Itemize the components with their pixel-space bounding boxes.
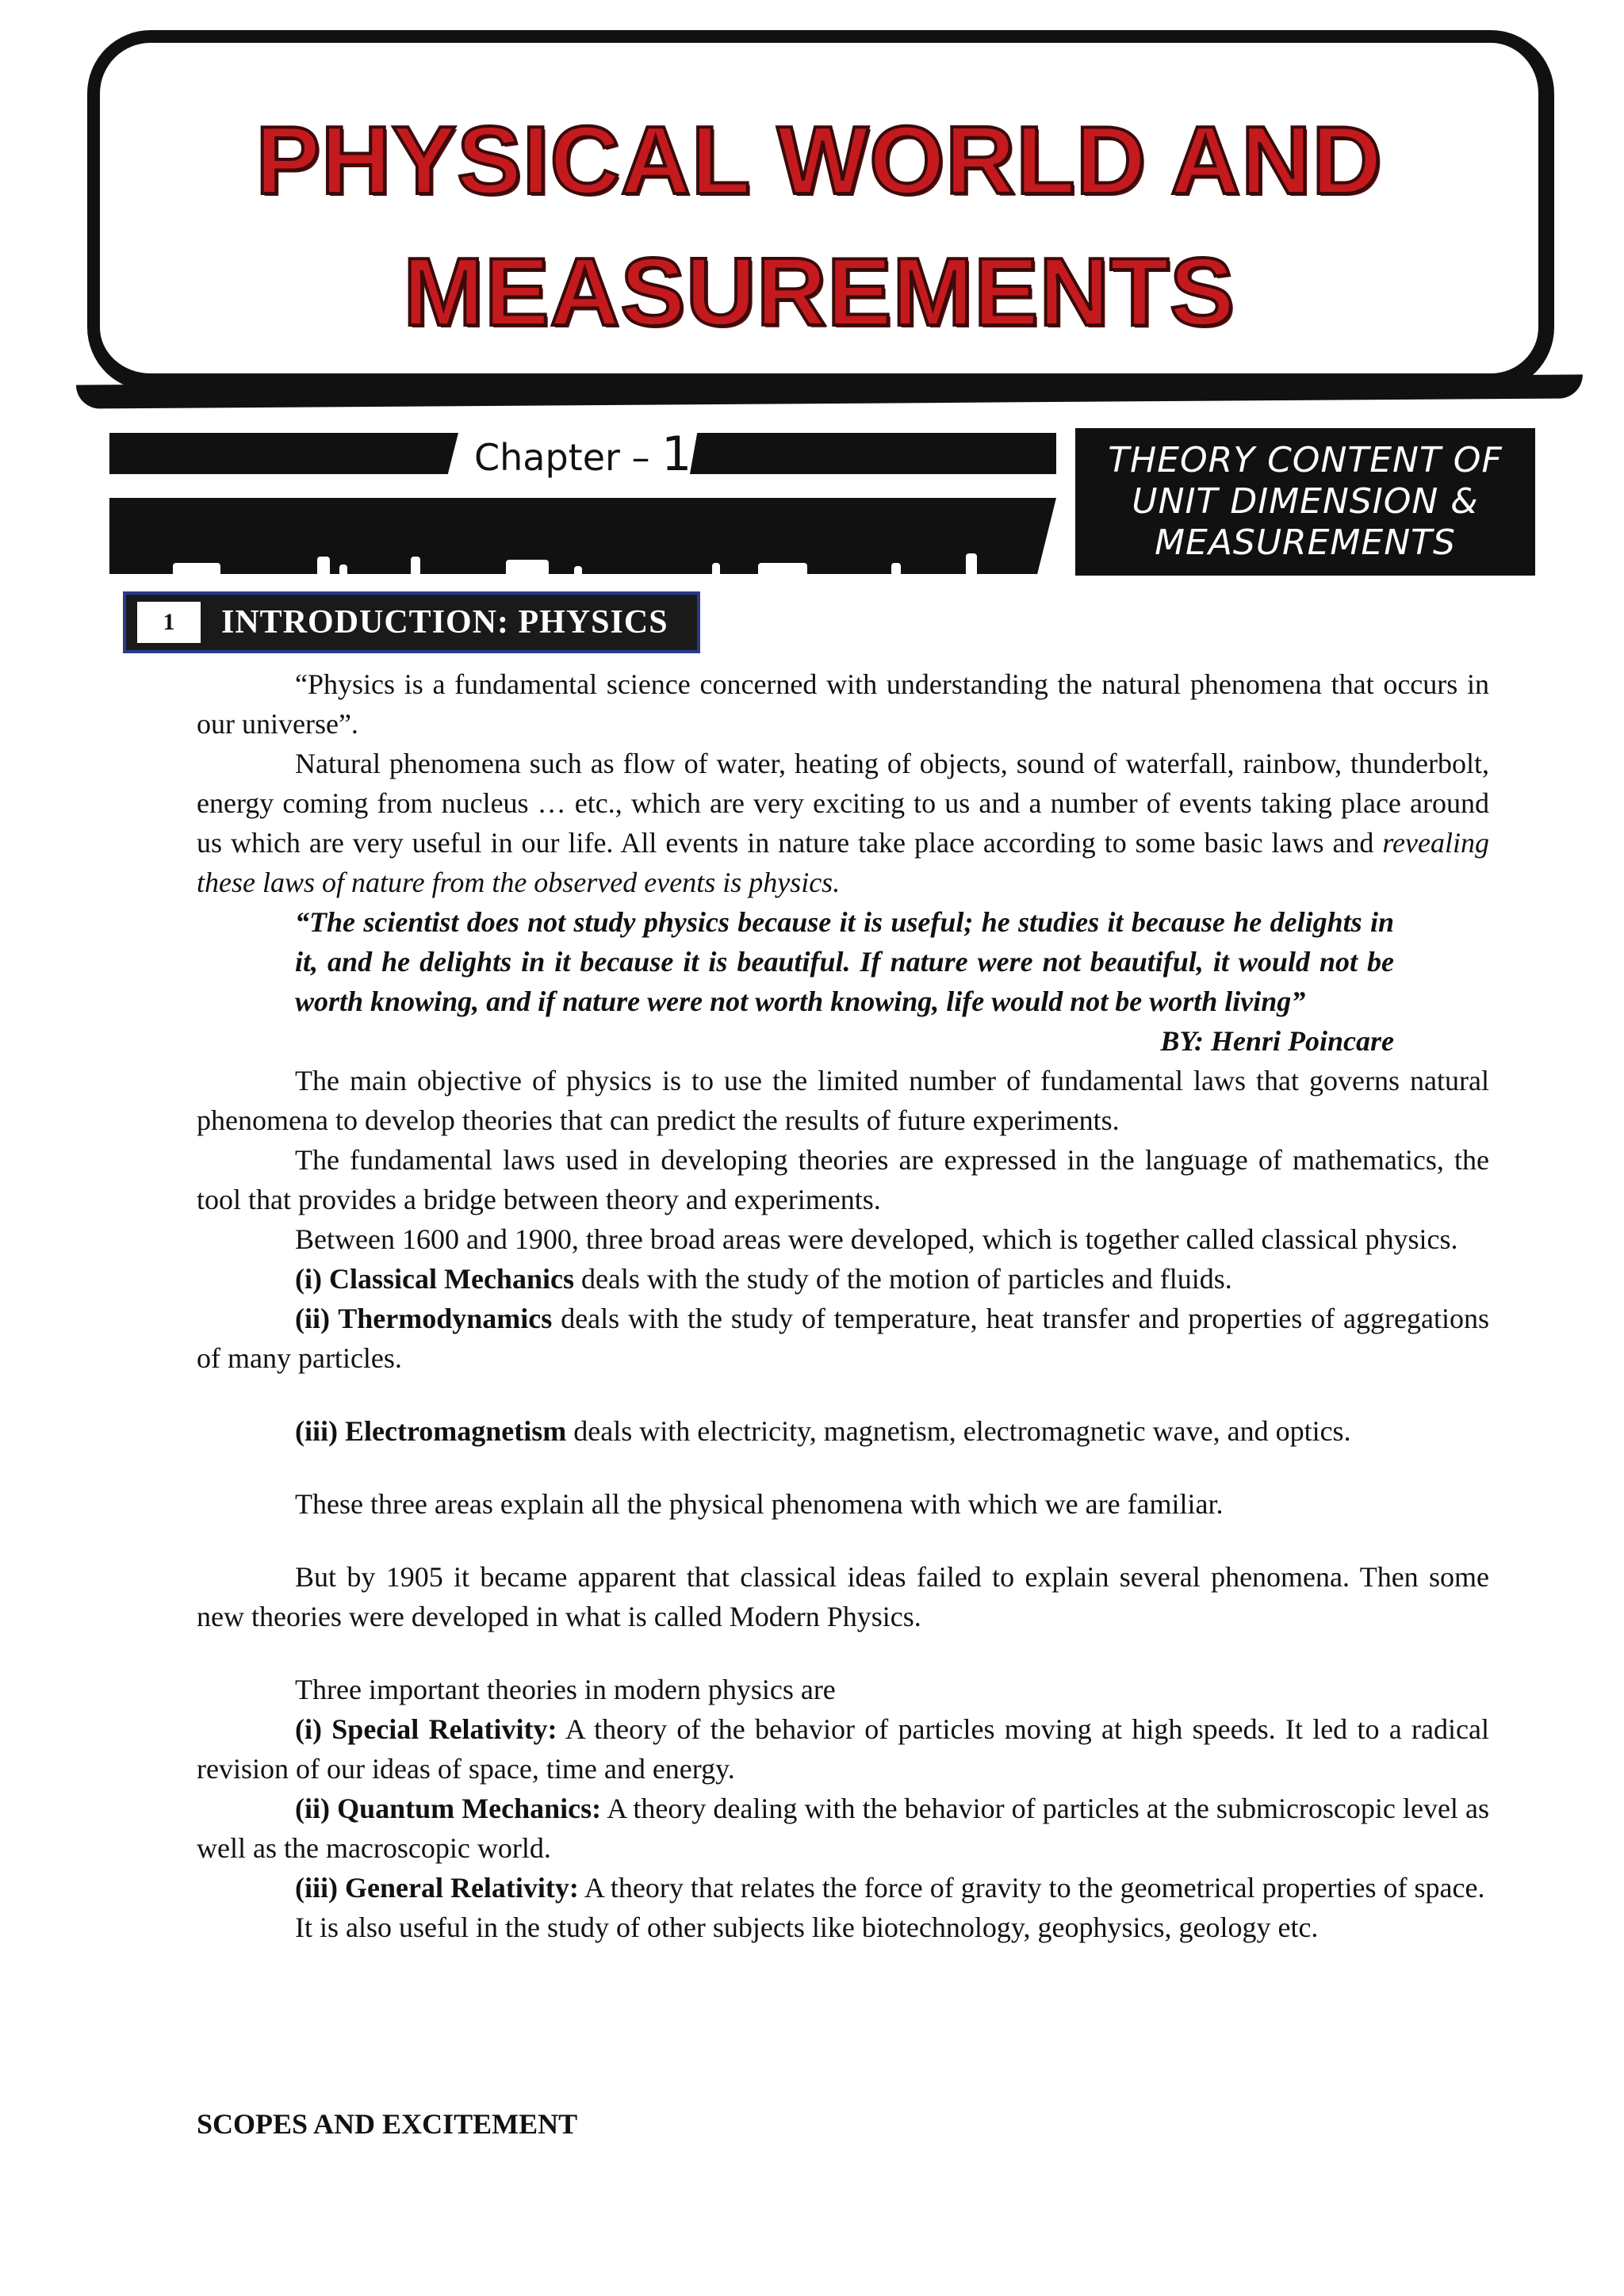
list-item-term: (i) Classical Mechanics	[295, 1263, 574, 1295]
list-item-term: (iii) General Relativity:	[295, 1872, 579, 1904]
list-item-thermodynamics	[197, 1299, 1489, 1378]
list-item-general-relativity	[197, 1868, 1489, 1908]
paragraph-three-areas: These three areas explain all the physical phenomena with which we are familiar.	[295, 1488, 1224, 1520]
list-item-special-relativity	[197, 1709, 1489, 1789]
paragraph-definition: “Physics is a fundamental science concerned with understanding the natural phenomena that occurs in our universe”.	[197, 668, 1489, 740]
paragraph-other-subjects: It is also useful in the study of other subjects like biotechnology, geophysics, geology etc.	[295, 1911, 1319, 1943]
quote: “The scientist does not study physics because it is useful; he studies it because he delights in it, and he delights in it because it is beautiful. If nature were not beautiful, it would not be worth knowing, and if nature were not worth knowing, life would not be worth living”	[295, 906, 1394, 1017]
paragraph-classical-physics: Between 1600 and 1900, three broad areas were developed, which is together called classical physics.	[295, 1223, 1458, 1255]
scopes-heading: SCOPES AND EXCITEMENT	[197, 2108, 578, 2140]
paragraph-objective: The main objective of physics is to use the limited number of fundamental laws that governs natural phenomena to develop theories that can predict the results of future experiments.	[197, 1065, 1489, 1136]
chapter-bar-right	[690, 433, 1056, 474]
paragraph-fundamental-laws: The fundamental laws used in developing theories are expressed in the language of mathematics, the tool that provides a bridge between theory and experiments.	[197, 1144, 1489, 1215]
title-line-1: PHYSICAL WORLD AND	[255, 106, 1383, 214]
theory-content-text: THEORY CONTENT OF UNIT DIMENSION & MEASUREMENTS	[1108, 440, 1503, 563]
paragraph-three-theories: Three important theories in modern physics are	[295, 1674, 836, 1705]
list-item-classical-mechanics	[197, 1259, 1489, 1299]
list-item-text: deals with the study of the motion of particles and fluids.	[573, 1263, 1232, 1295]
section-title: INTRODUCTION: PHYSICS	[221, 604, 668, 641]
list-item-term: (i) Special Relativity:	[295, 1713, 557, 1745]
paragraph-italic: revealing these laws of nature from the observed events is physics.	[197, 827, 1489, 898]
list-item-electromagnetism	[197, 1411, 1489, 1451]
chapter-bar-left	[109, 433, 458, 474]
title-banner	[87, 30, 1554, 391]
chapter-label-text: Chapter –	[474, 436, 662, 479]
list-item-quantum-mechanics	[197, 1789, 1489, 1868]
list-item-term: (ii) Thermodynamics	[295, 1303, 553, 1334]
page-title	[100, 94, 1538, 358]
list-item-term: (iii) Electromagnetism	[295, 1415, 567, 1447]
list-item-text: A theory that relates the force of gravity to the geometrical properties of space.	[578, 1872, 1485, 1904]
list-item-text: A theory dealing with the behavior of particles at the submicroscopic level as well as the macroscopic world.	[197, 1793, 1490, 1864]
paragraph-modern-physics: But by 1905 it became apparent that classical ideas failed to explain several phenomena. Then some new theories were developed in what is called Modern Physics.	[197, 1561, 1489, 1632]
title-line-2: MEASUREMENTS	[403, 238, 1235, 346]
section-heading	[123, 591, 700, 653]
chapter-bar-bottom	[109, 498, 1056, 574]
quote-attribution: BY: Henri Poincare	[1160, 1025, 1394, 1057]
chapter-number: 1	[661, 427, 692, 482]
list-item-text: A theory of the behavior of particles moving at high speeds. It led to a radical revision of our ideas of space, time and energy.	[197, 1713, 1489, 1785]
list-item-text: deals with electricity, magnetism, electromagnetic wave, and optics.	[566, 1415, 1351, 1447]
theory-content-box	[1075, 428, 1535, 576]
paragraph-text: Natural phenomena such as flow of water, heating of objects, sound of waterfall, rainbow, thunderbolt, energy coming from nucleus … etc., which are very exciting to us and a number of events taking place around us which are very useful in our life. All events in nature take place according to some basic laws and	[197, 748, 1489, 859]
list-item-text: deals with the study of temperature, heat transfer and properties of aggregations of many particles.	[197, 1303, 1489, 1374]
chapter-label	[474, 427, 691, 482]
body-text	[197, 664, 1489, 1947]
paragraph-natural-phenomena	[197, 744, 1489, 902]
list-item-term: (ii) Quantum Mechanics:	[295, 1793, 602, 1824]
section-number: 1	[137, 602, 201, 643]
